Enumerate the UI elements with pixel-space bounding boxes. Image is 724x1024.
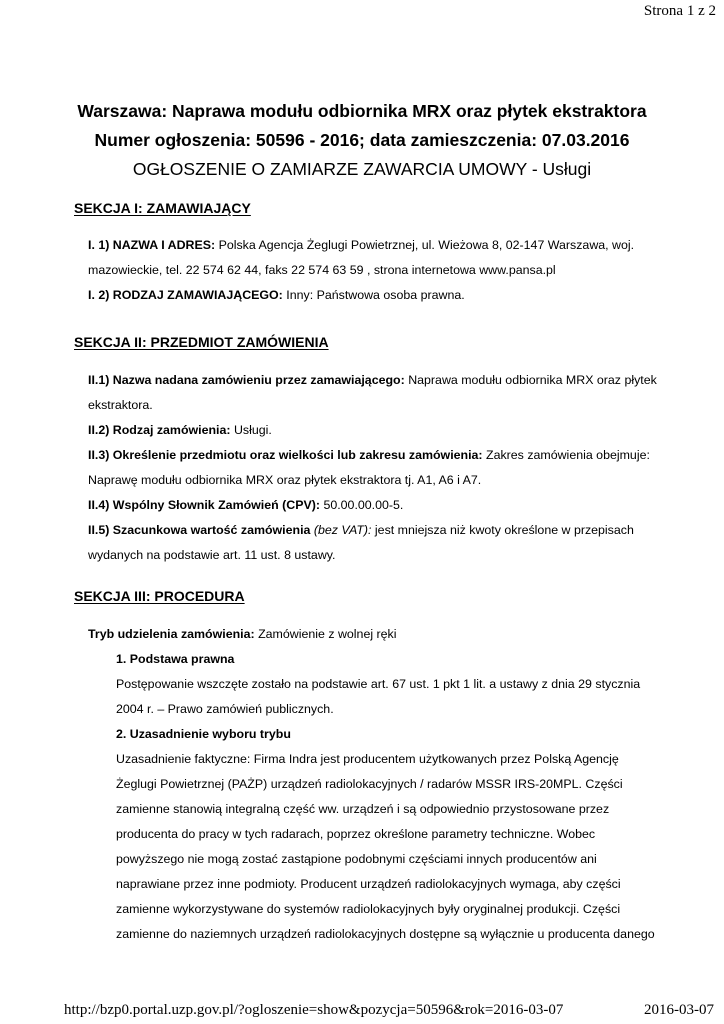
ii4-line — [88, 493, 668, 518]
ii3-line-1 — [88, 443, 668, 468]
title-line-3: OGŁOSZENIE O ZAMIARZE ZAWARCIA UMOWY - Usługi — [132, 159, 592, 179]
section-2-body — [88, 368, 668, 568]
i1-text-b: mazowieckie, tel. 22 574 62 44, faks 22 574 63 59 , strona internetowa www.pansa.pl — [88, 263, 556, 277]
i2-line — [88, 283, 668, 308]
basis-line-1: Postępowanie wszczęte zostało na podstawie art. 67 ust. 1 pkt 1 lit. a ustawy z dnia 29 stycznia — [116, 677, 641, 691]
page-number: Strona 1 z 2 — [643, 3, 716, 19]
section-1-body — [88, 233, 668, 308]
section-2-heading: SEKCJA II: PRZEDMIOT ZAMÓWIENIA — [74, 334, 329, 350]
justification-line-1: Uzasadnienie faktyczne: Firma Indra jest producentem użytkowanych przez Polską Agencję — [116, 752, 619, 766]
ii5-line-1 — [88, 518, 668, 543]
source-url: http://bzp0.portal.uzp.gov.pl/?ogloszenie=show&pozycja=50596&rok=2016-03-07 — [64, 1002, 564, 1018]
justification-line-3: zamienne stanowią integralną część ww. urządzeń i są odpowiednio przystosowane przez — [116, 802, 610, 816]
i2-text: Inny: Państwowa osoba prawna. — [282, 288, 465, 302]
ii5-text-a: jest mniejsza niż kwoty określone w przepisach — [371, 523, 634, 537]
ii1-line-2 — [88, 393, 668, 418]
ii1-text-a: Naprawa modułu odbiornika MRX oraz płytek — [404, 373, 657, 387]
basis-heading: 1. Podstawa prawna — [116, 652, 235, 666]
section-1-heading: SEKCJA I: ZAMAWIAJĄCY — [74, 200, 251, 216]
justification-line-7: zamienne wykorzystywane do systemów radiolokacyjnych były oryginalnej produkcji. Części — [116, 902, 621, 916]
justification-line-6: naprawiane przez inne podmioty. Producent urządzeń radiolokacyjnych wymaga, aby części — [116, 877, 621, 891]
i1-label: I. 1) NAZWA I ADRES: — [88, 238, 216, 252]
ii3-text-a: Zakres zamówienia obejmuje: — [482, 448, 650, 462]
ii3-text-b: Naprawę modułu odbiornika MRX oraz płytek ekstraktora tj. A1, A6 i A7. — [88, 473, 482, 487]
ii3-label: II.3) Określenie przedmiotu oraz wielkości lub zakresu zamówienia: — [88, 448, 483, 462]
i1-line-1 — [88, 233, 668, 258]
justification-heading: 2. Uzasadnienie wyboru trybu — [116, 727, 291, 741]
section-3-body — [88, 622, 668, 947]
ii2-line — [88, 418, 668, 443]
justification-line-2: Żeglugi Powietrznej (PAŻP) urządzeń radiolokacyjnych / radarów MSSR IRS-20MPL. Części — [116, 777, 623, 791]
ii1-text-b: ekstraktora. — [88, 398, 153, 412]
justification-line-4: producenta do pracy w tych radarach, poprzez określone parametry techniczne. Wobec — [116, 827, 596, 841]
mode-line — [88, 622, 668, 647]
ii4-text: 50.00.00.00-5. — [320, 498, 404, 512]
ii1-label: II.1) Nazwa nadana zamówieniu przez zamawiającego: — [88, 373, 405, 387]
ii1-line-1 — [88, 368, 668, 393]
ii2-text: Usługi. — [230, 423, 272, 437]
justification-line-5: powyższego nie mogą zostać zastąpione podobnymi częściami innych producentów ani — [116, 852, 597, 866]
i1-text-a: Polska Agencja Żeglugi Powietrznej, ul. Wieżowa 8, 02-147 Warszawa, woj. — [215, 238, 635, 252]
document-title — [0, 97, 724, 184]
basis-line-2: 2004 r. – Prawo zamówień publicznych. — [116, 702, 334, 716]
mode-text: Zamówienie z wolnej ręki — [254, 627, 397, 641]
justification-line-8: zamienne do naziemnych urządzeń radiolokacyjnych dostępne są wyłącznie u producenta danego — [116, 927, 655, 941]
mode-label: Tryb udzielenia zamówienia: — [88, 627, 255, 641]
ii5-text-b: wydanych na podstawie art. 11 ust. 8 ustawy. — [88, 548, 336, 562]
title-line-2: Numer ogłoszenia: 50596 - 2016; data zamieszczenia: 07.03.2016 — [94, 130, 630, 150]
ii3-line-2 — [88, 468, 668, 493]
print-date: 2016-03-07 — [644, 1002, 714, 1018]
ii5-label: II.5) Szacunkowa wartość zamówienia — [88, 523, 311, 537]
i1-line-2 — [88, 258, 668, 283]
ii4-label: II.4) Wspólny Słownik Zamówień (CPV): — [88, 498, 320, 512]
ii5-line-2 — [88, 543, 668, 568]
ii5-italic: (bez VAT): — [310, 523, 372, 537]
i2-label: I. 2) RODZAJ ZAMAWIAJĄCEGO: — [88, 288, 283, 302]
ii2-label: II.2) Rodzaj zamówienia: — [88, 423, 231, 437]
section-3-heading: SEKCJA III: PROCEDURA — [74, 588, 245, 604]
title-line-1: Warszawa: Naprawa modułu odbiornika MRX oraz płytek ekstraktora — [77, 101, 647, 121]
